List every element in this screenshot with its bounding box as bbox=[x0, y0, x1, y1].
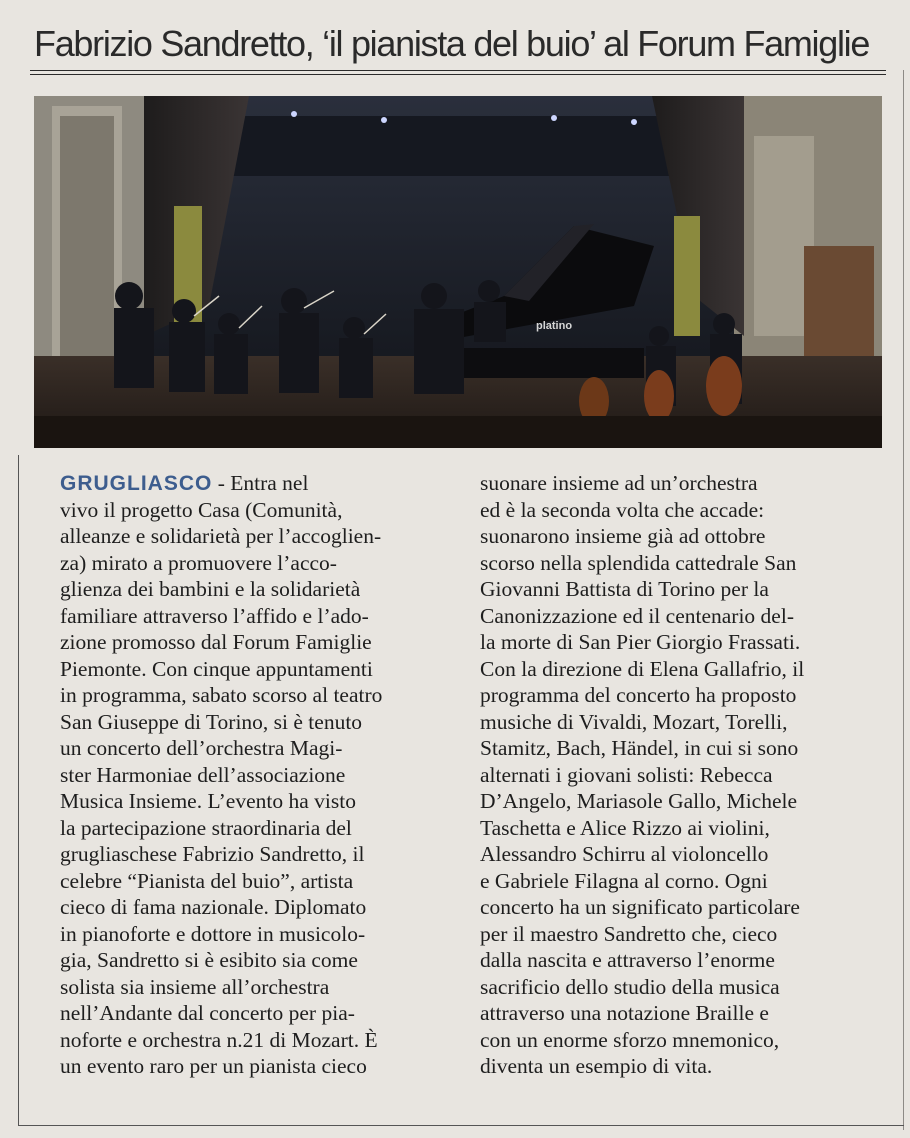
text-line: con un enorme sforzo mnemonico, bbox=[480, 1027, 780, 1052]
text-line: in pianoforte e dottore in musicolo- bbox=[60, 921, 366, 946]
text-line: San Giuseppe di Torino, si è tenuto bbox=[60, 709, 363, 734]
text-line: un evento raro per un pianista cieco bbox=[60, 1054, 367, 1078]
text-line: in programma, sabato scorso al teatro bbox=[60, 683, 383, 707]
text-line: la partecipazione straordinaria del bbox=[60, 815, 352, 840]
text-line: concerto ha un significato particolare bbox=[480, 895, 800, 919]
text-line: dalla nascita e attraverso l’enorme bbox=[480, 948, 775, 972]
text-line: Alessandro Schirru al violoncello bbox=[480, 842, 769, 866]
concert-photo bbox=[34, 96, 882, 448]
text-line-fragment: - Entra nel bbox=[212, 471, 309, 495]
text-line: programma del concerto ha proposto bbox=[480, 683, 797, 707]
text-line: Canonizzazione ed il centenario del- bbox=[480, 603, 794, 628]
column-rule-right bbox=[903, 70, 904, 1130]
text-line: D’Angelo, Mariasole Gallo, Michele bbox=[480, 789, 798, 813]
text-line: diventa un esempio di vita. bbox=[480, 1054, 713, 1078]
text-line: Musica Insieme. L’evento ha visto bbox=[60, 789, 356, 813]
text-line: cieco di fama nazionale. Diplomato bbox=[60, 895, 367, 919]
text-line: za) mirato a promuovere l’acco- bbox=[60, 550, 337, 575]
article-column-right bbox=[480, 470, 890, 1080]
text-line: la morte di San Pier Giorgio Frassati. bbox=[480, 630, 801, 654]
text-line: grugliaschese Fabrizio Sandretto, il bbox=[60, 842, 365, 866]
article-column-left bbox=[60, 470, 460, 1080]
article-headline: Fabrizio Sandretto, ‘il pianista del buio’ al Forum Famiglie bbox=[34, 23, 870, 64]
text-line: nell’Andante dal concerto per pia- bbox=[60, 1001, 355, 1025]
text-line: attraverso una notazione Braille e bbox=[480, 1001, 769, 1025]
text-line: ster Harmoniae dell’associazione bbox=[60, 762, 346, 787]
column-rule-left bbox=[18, 455, 19, 1125]
text-line: un concerto dell’orchestra Magi- bbox=[60, 736, 343, 760]
text-line: Giovanni Battista di Torino per la bbox=[480, 577, 769, 601]
text-line: celebre “Pianista del buio”, artista bbox=[60, 868, 354, 893]
text-line: zione promosso dal Forum Famiglie bbox=[60, 630, 372, 654]
text-line: familiare attraverso l’affido e l’ado- bbox=[60, 603, 369, 628]
text-line: musiche di Vivaldi, Mozart, Torelli, bbox=[480, 709, 788, 734]
text-line: scorso nella splendida cattedrale San bbox=[480, 550, 797, 575]
text-line: vivo il progetto Casa (Comunità, bbox=[60, 497, 343, 522]
text-line: noforte e orchestra n.21 di Mozart. È bbox=[60, 1027, 378, 1052]
text-line: alternati i giovani solisti: Rebecca bbox=[480, 762, 773, 787]
bottom-rule bbox=[18, 1125, 904, 1126]
text-line: suonare insieme ad un’orchestra bbox=[480, 471, 758, 495]
text-line bbox=[60, 470, 460, 497]
text-line: glienza dei bambini e la solidarietà bbox=[60, 577, 361, 601]
text-line: Con la direzione di Elena Gallafrio, il bbox=[480, 656, 805, 681]
headline-rule-bottom bbox=[30, 74, 886, 75]
dateline: GRUGLIASCO bbox=[60, 472, 213, 495]
text-line: suonarono insieme già ad ottobre bbox=[480, 524, 766, 548]
piano-brand-label: platino bbox=[536, 320, 573, 332]
text-line: Stamitz, Bach, Händel, in cui si sono bbox=[480, 736, 799, 760]
text-line: sacrificio dello studio della musica bbox=[480, 974, 780, 999]
text-line: solista sia insieme all’orchestra bbox=[60, 974, 330, 999]
text-line: ed è la seconda volta che accade: bbox=[480, 497, 765, 522]
text-line: Taschetta e Alice Rizzo ai violini, bbox=[480, 815, 770, 840]
text-line: gia, Sandretto si è esibito sia come bbox=[60, 948, 358, 972]
text-line: alleanze e solidarietà per l’accoglien- bbox=[60, 524, 382, 548]
text-line: per il maestro Sandretto che, cieco bbox=[480, 921, 778, 946]
text-line: e Gabriele Filagna al corno. Ogni bbox=[480, 868, 768, 893]
text-line: Piemonte. Con cinque appuntamenti bbox=[60, 656, 373, 681]
headline-rule-top bbox=[30, 70, 886, 71]
